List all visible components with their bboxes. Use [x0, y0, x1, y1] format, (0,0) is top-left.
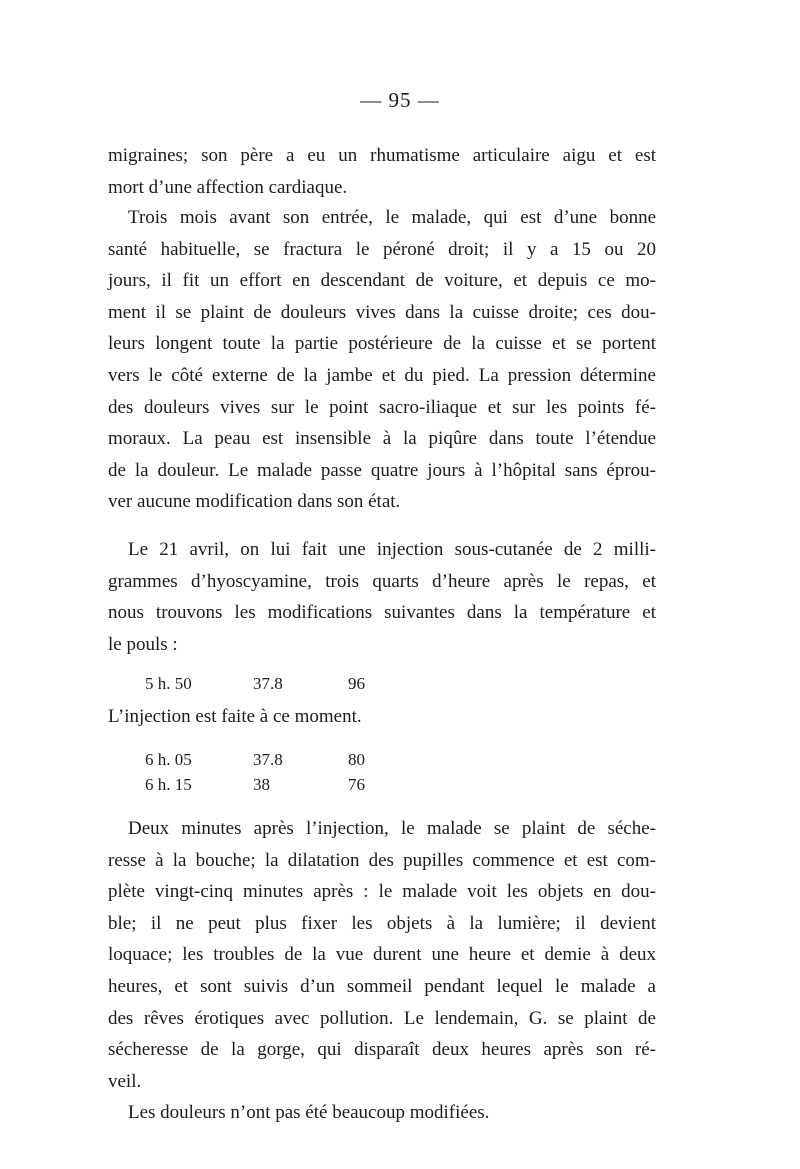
text-line: santé habituelle, se fractura le péroné droit; il y a 15 ou 20 — [108, 238, 656, 260]
paragraph-3 — [108, 534, 656, 660]
text-line: mort d’une affection cardiaque. — [108, 176, 348, 198]
text-line: le pouls : — [108, 633, 178, 655]
measurement-row — [145, 775, 405, 799]
text-line: grammes d’hyoscyamine, trois quarts d’heure après le repas, et — [108, 570, 656, 592]
text-line: veil. — [108, 1070, 142, 1092]
text-line: leurs longent toute la partie postérieure de la cuisse et se portent — [108, 333, 656, 355]
text-line: ble; il ne peut plus fixer les objets à la lumière; il devient — [108, 912, 656, 934]
pulse-cell: 96 — [348, 674, 365, 693]
text-line: Le 21 avril, on lui fait une injection sous-cutanée de 2 milli- — [128, 539, 656, 560]
text-line: Les douleurs n’ont pas été beaucoup modifiées. — [128, 1102, 490, 1124]
time-cell: 5 h. 50 — [145, 674, 192, 693]
paragraph-4 — [108, 813, 656, 1129]
time-cell: 6 h. 15 — [145, 775, 192, 794]
text-line: vers le côté externe de la jambe et du pied. La pression détermine — [108, 364, 656, 386]
measurement-row — [145, 674, 405, 698]
temperature-cell: 38 — [253, 775, 270, 794]
measurement-row — [145, 750, 405, 774]
paragraph-1 — [108, 140, 656, 203]
injection-note: L’injection est faite à ce moment. — [108, 706, 362, 727]
text-line: des douleurs vives sur le point sacro-iliaque et sur les points fé- — [108, 396, 656, 418]
page-number: — 95 — — [360, 88, 440, 112]
pulse-cell: 80 — [348, 750, 365, 769]
text-line: loquace; les troubles de la vue durent une heure et demie à deux — [108, 944, 656, 966]
text-line: resse à la bouche; la dilatation des pupilles commence et est com- — [108, 849, 656, 871]
text-line: migraines; son père a eu un rhumatisme articulaire aigu et est — [108, 145, 656, 166]
text-line: plète vingt-cinq minutes après : le malade voit les objets en dou- — [108, 881, 656, 903]
text-line: jours, il fit un effort en descendant de voiture, et depuis ce mo- — [108, 270, 656, 292]
pulse-cell: 76 — [348, 775, 365, 794]
text-line: nous trouvons les modifications suivantes dans la température et — [108, 602, 656, 624]
text-line: Trois mois avant son entrée, le malade, qui est d’une bonne — [128, 207, 656, 228]
text-line: des rêves érotiques avec pollution. Le lendemain, G. se plaint de — [108, 1007, 656, 1029]
text-line: sécheresse de la gorge, qui disparaît deux heures après son ré- — [108, 1039, 656, 1061]
time-cell: 6 h. 05 — [145, 750, 192, 769]
text-line: Deux minutes après l’injection, le malade se plaint de séche- — [128, 818, 656, 839]
text-line: de la douleur. Le malade passe quatre jours à l’hôpital sans éprou- — [108, 459, 656, 481]
text-line: heures, et sont suivis d’un sommeil pendant lequel le malade a — [108, 975, 656, 997]
paragraph-2 — [108, 202, 656, 518]
text-line: ver aucune modification dans son état. — [108, 491, 401, 513]
text-line: ment il se plaint de douleurs vives dans la cuisse droite; ces dou- — [108, 301, 656, 323]
text-line: moraux. La peau est insensible à la piqûre dans toute l’étendue — [108, 428, 656, 450]
temperature-cell: 37.8 — [253, 674, 283, 693]
temperature-cell: 37.8 — [253, 750, 283, 769]
